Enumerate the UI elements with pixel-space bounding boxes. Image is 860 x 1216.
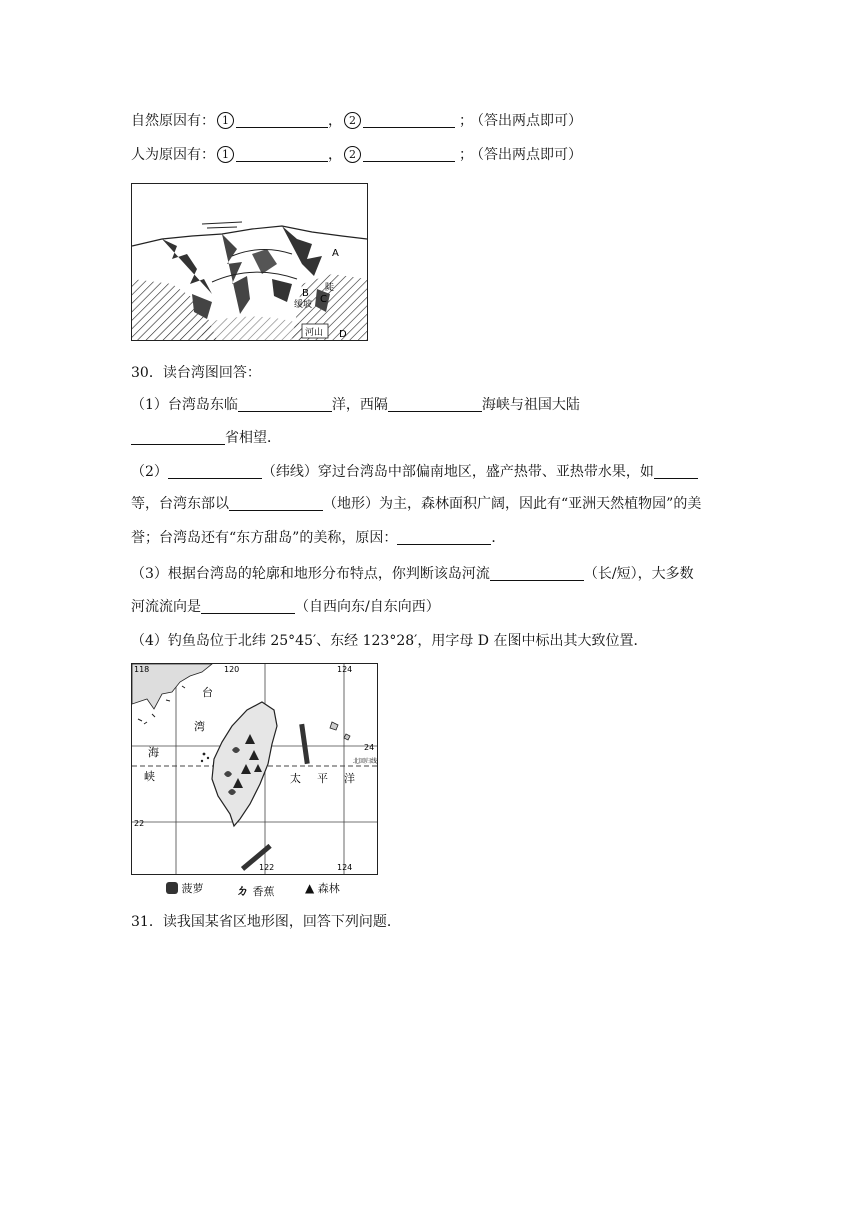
label-tai-ping: 太 [290, 772, 301, 785]
circled-number-1: 1 [217, 112, 234, 129]
pineapple-icon [166, 882, 178, 894]
lat-24: 24 [364, 743, 375, 752]
terrain-cross-section-figure [131, 183, 368, 341]
answer-blank-latitude[interactable] [168, 463, 262, 479]
taiwan-map-figure[interactable] [131, 663, 378, 875]
legend-forest: ▲ 森林 [305, 881, 340, 895]
lon-124: 124 [337, 665, 353, 674]
natural-reasons-line: 自然原因有： 1 ， 2 ； （答出两点即可） [131, 113, 582, 129]
terrain-sketch [132, 184, 367, 340]
answer-blank-fruit[interactable] [654, 463, 698, 479]
q30-part2-line2: 等，台湾东部以 （地形）为主，森林面积广阔，因此有“亚洲天然植物园”的美 [131, 496, 702, 512]
answer-blank-reason[interactable] [397, 529, 491, 545]
q30-part4: （4）钓鱼岛位于北纬 25°45′、东经 123°28′，用字母 D 在图中标出其大致位置． [131, 633, 648, 649]
lon-122: 122 [259, 863, 275, 872]
circled-number-1: 1 [217, 146, 234, 163]
q30-part3-line1: （3）根据台湾岛的轮廓和地形分布特点，你判断该岛河流 （长/短），大多数 [131, 566, 694, 582]
q30-part1-line2: 省相望． [131, 428, 281, 448]
answer-blank-river-length[interactable] [490, 565, 584, 581]
label-wan: 湾 [194, 720, 205, 733]
label-a: A [332, 248, 339, 259]
label-ping: 平 [317, 772, 328, 785]
answer-blank-river-direction[interactable] [201, 598, 295, 614]
circled-number-2: 2 [344, 112, 361, 129]
label-tai: 台 [202, 686, 213, 699]
label-b: B [302, 288, 309, 299]
q30-part2-line3: 誉；台湾岛还有“东方甜岛”的美称，原因： ． [131, 530, 506, 546]
q30-part2-line1: （2） （纬线）穿过台湾岛中部偏南地区，盛产热带、亚热带水果，如 [131, 462, 698, 482]
answer-blank-province[interactable] [131, 429, 225, 445]
answer-blank[interactable] [363, 112, 455, 128]
legend-banana: ㄉ 香蕉 [236, 884, 275, 899]
banana-icon: ㄉ [236, 884, 250, 899]
q31-title: 31．读我国某省区地形图，回答下列问题． [131, 914, 401, 930]
lon-124-bottom: 124 [337, 863, 353, 872]
answer-blank-ocean[interactable] [238, 396, 332, 412]
q30-part3-line2: 河流流向是 （自西向东/自东向西） [131, 599, 440, 615]
answer-blank[interactable] [236, 146, 328, 162]
taiwan-map [132, 664, 377, 874]
lon-120: 120 [224, 665, 240, 674]
tropic-label: 北回归线 [353, 758, 377, 765]
answer-blank[interactable] [363, 146, 455, 162]
q30-part1-line1: （1）台湾岛东临 洋，西隔 海峡与祖国大陆 [131, 397, 580, 413]
label-valley: 河山 [305, 328, 324, 338]
lon-118: 118 [134, 665, 150, 674]
answer-blank-landform[interactable] [229, 495, 323, 511]
human-reasons-line: 人为原因有： 1 ， 2 ； （答出两点即可） [131, 147, 582, 163]
legend-pineapple: 菠萝 [166, 880, 204, 896]
label-xia: 峡 [144, 770, 155, 783]
lat-22: 22 [134, 819, 145, 828]
q30-title: 30．读台湾图回答： [131, 365, 261, 381]
label-c: C [320, 294, 327, 305]
label-yang: 洋 [344, 772, 355, 785]
tree-icon: ▲ [305, 881, 315, 895]
label-d: D [339, 329, 347, 340]
circled-number-2: 2 [344, 146, 361, 163]
answer-blank[interactable] [236, 112, 328, 128]
answer-blank-strait[interactable] [388, 396, 482, 412]
label-hai: 海 [148, 746, 159, 759]
label-steep: 陡 [325, 283, 335, 293]
label-slope: 缓坡 [294, 300, 313, 310]
